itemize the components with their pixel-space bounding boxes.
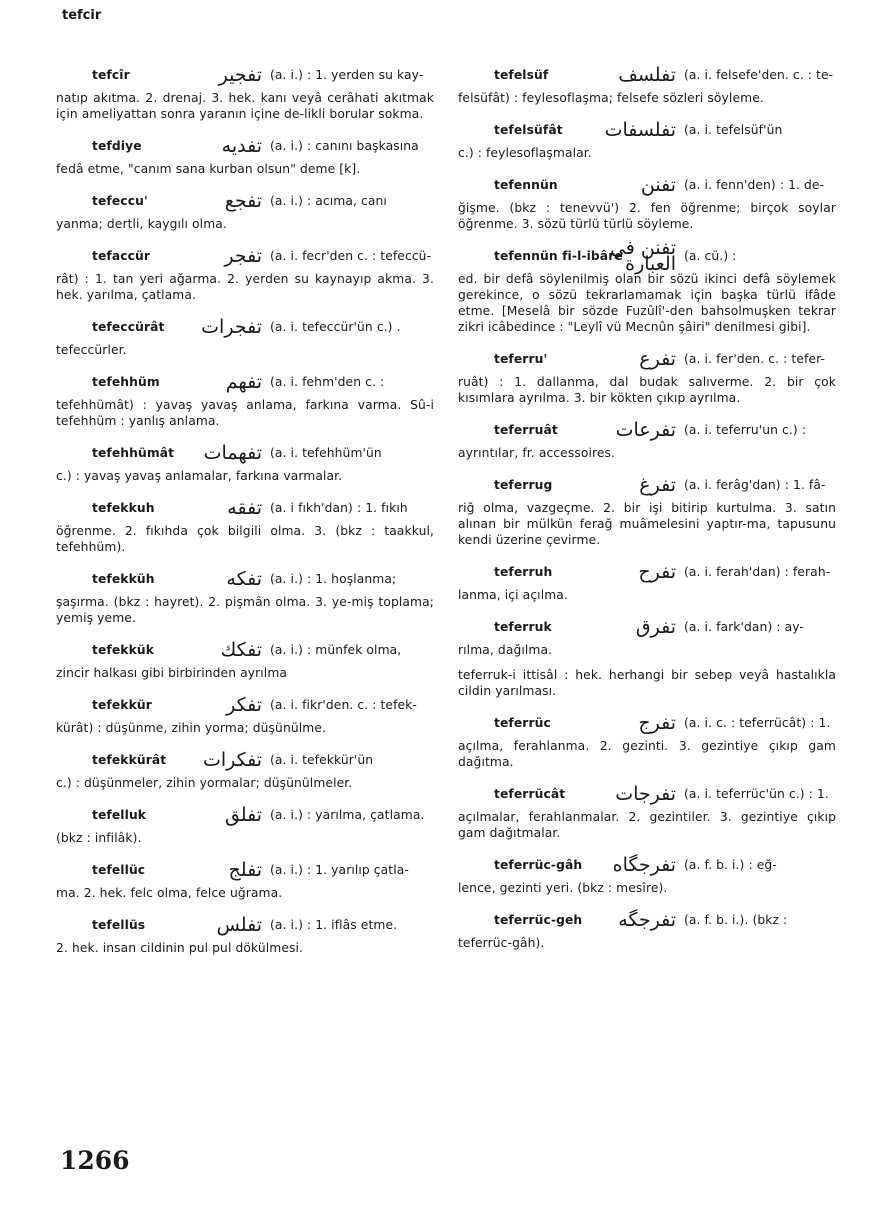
entry-arabic-script: تفكر xyxy=(226,694,262,716)
entry-definition: rât) : 1. tan yeri ağarma. 2. yerden su kaynayıp akma. 3. hek. yarılma, çatlama. xyxy=(56,272,434,302)
entry-first-line xyxy=(56,186,434,216)
entry-definition: ğişme. (bkz : tenevvü') 2. fen öğrenme; birçok soylar öğrenme. 3. sözü türlü türlü söyleme. xyxy=(458,201,836,231)
entry-definition: teferrüc-gâh). xyxy=(458,936,545,950)
entry-arabic-script: تفجير xyxy=(218,64,262,86)
entry-arabic-script: تفرجگاه xyxy=(612,854,676,876)
entry-arabic-script: تفلج xyxy=(228,859,262,881)
entry-arabic-script: تفرجات xyxy=(615,783,676,805)
entry-definition: felsüfât) : feylesoflaşma; felsefe sözleri söyleme. xyxy=(458,91,764,105)
entry-first-line xyxy=(458,115,836,145)
entry-first-line xyxy=(56,745,434,775)
entry-definition: riğ olma, vazgeçme. 2. bir işi bitirip kurtulma. 3. satın alınan bir mülkün ferağ muâmelesini yaptır-ma, tapusunu kendi üzerine çevirme. xyxy=(458,501,836,547)
entry-headword: tefekkürât xyxy=(92,753,167,767)
entry-definition: açılmalar, ferahlanmalar. 2. gezintiler. 3. gezintiye çıkıp gam dağıtmalar. xyxy=(458,810,836,840)
entry-definition: ayrıntılar, fr. accessoires. xyxy=(458,446,616,460)
entry-arabic-script: تفجر xyxy=(224,245,262,267)
entry-grammar-lead: (a. i.) : 1. yerden su kay- xyxy=(270,68,424,82)
entry-definition: ma. 2. hek. felc olma, felce uğrama. xyxy=(56,886,283,900)
entry-headword: tefelsüfât xyxy=(494,123,563,137)
entry-arabic-script: تفكرات xyxy=(202,749,262,771)
entry-headword: teferruh xyxy=(494,565,553,579)
dictionary-entry xyxy=(56,60,434,122)
entry-grammar-lead: (a. i. fer'den. c. : tefer- xyxy=(684,352,826,366)
entry-headword: teferrüc-geh xyxy=(494,913,583,927)
entry-arabic-script: تفكك xyxy=(220,639,262,661)
entry-first-line xyxy=(56,131,434,161)
entry-first-line xyxy=(56,438,434,468)
entry-definition: yanma; dertli, kaygılı olma. xyxy=(56,217,227,231)
entry-headword: teferruk xyxy=(494,620,552,634)
entry-headword: tefaccür xyxy=(92,249,151,263)
entry-definition: zincir halkası gibi birbirinden ayrılma xyxy=(56,666,288,680)
entry-headword: teferrüc-gâh xyxy=(494,858,583,872)
right-column xyxy=(458,60,836,960)
entry-first-line xyxy=(56,493,434,523)
entry-headword: tefellüs xyxy=(92,918,146,932)
dictionary-entry xyxy=(458,779,836,841)
entry-headword: tefelsüf xyxy=(494,68,549,82)
entry-arabic-script: تفرعات xyxy=(615,419,676,441)
dictionary-entry xyxy=(56,690,434,736)
entry-grammar-lead: (a. f. b. i.). (bkz : xyxy=(684,913,788,927)
entry-headword: tefelluk xyxy=(92,808,147,822)
dictionary-entry xyxy=(56,186,434,232)
entry-headword: tefcîr xyxy=(92,68,130,82)
entry-grammar-lead: (a. i. ferah'dan) : ferah- xyxy=(684,565,831,579)
entry-arabic-script: تفنن في العبارة xyxy=(609,237,676,275)
entry-first-line xyxy=(458,344,836,374)
entry-grammar-lead: (a. i.) : yarılma, çatlama. xyxy=(270,808,425,822)
entry-grammar-lead: (a. i.) : 1. hoşlanma; xyxy=(270,572,397,586)
entry-first-line xyxy=(458,708,836,738)
entry-definition: fedâ etme, "canım sana kurban olsun" deme [k]. xyxy=(56,162,361,176)
entry-first-line xyxy=(56,855,434,885)
dictionary-entry xyxy=(56,855,434,901)
entry-first-line xyxy=(56,312,434,342)
entry-grammar-lead: (a. i.) : 1. yarılıp çatla- xyxy=(270,863,409,877)
entry-first-line xyxy=(458,60,836,90)
entry-first-line xyxy=(458,905,836,935)
entry-definition: teferruk-i ittisâl : hek. herhangi bir sebep veyâ hastalıkla cildin yarılması. xyxy=(458,668,836,698)
entry-arabic-script: تفلس xyxy=(216,914,262,936)
dictionary-entry xyxy=(56,635,434,681)
dictionary-entry xyxy=(458,850,836,896)
dictionary-entry xyxy=(458,170,836,232)
entry-grammar-lead: (a. i. tefehhüm'ün xyxy=(270,446,382,460)
entry-first-line xyxy=(458,170,836,200)
entry-definition: (bkz : infilâk). xyxy=(56,831,142,845)
entry-first-line xyxy=(56,635,434,665)
entry-first-line xyxy=(56,800,434,830)
entry-arabic-script: تفرغ xyxy=(639,474,676,496)
dictionary-entry xyxy=(458,612,836,658)
entry-definition: lanma, içi açılma. xyxy=(458,588,568,602)
entry-headword: teferruât xyxy=(494,423,558,437)
entry-arabic-script: تفقه xyxy=(227,497,262,519)
entry-arabic-script: تفلسف xyxy=(618,64,676,86)
entry-grammar-lead: (a. i. ferâg'dan) : 1. fâ- xyxy=(684,478,826,492)
dictionary-entry xyxy=(56,745,434,791)
entry-headword: tefekkür xyxy=(92,698,152,712)
entry-first-line xyxy=(458,850,836,880)
dictionary-entry xyxy=(56,564,434,626)
entry-grammar-lead: (a. f. b. i.) : eğ- xyxy=(684,858,777,872)
entry-grammar-lead: (a. i.) : acıma, canı xyxy=(270,194,387,208)
entry-grammar-lead: (a. i. c. : teferrücât) : 1. xyxy=(684,716,831,730)
entry-headword: tefekkük xyxy=(92,643,154,657)
dictionary-entry xyxy=(458,344,836,406)
entry-headword: tefdiye xyxy=(92,139,142,153)
entry-arabic-script: تفجرات xyxy=(201,316,262,338)
entry-grammar-lead: (a. i fıkh'dan) : 1. fıkıh xyxy=(270,501,408,515)
entry-headword: teferru' xyxy=(494,352,548,366)
entry-arabic-script: تفرج xyxy=(638,712,676,734)
entry-definition: kürât) : düşünme, zihin yorma; düşünülme. xyxy=(56,721,327,735)
entry-grammar-lead: (a. i. tefelsüf'ün xyxy=(684,123,783,137)
entry-grammar-lead: (a. i. felsefe'den. c. : te- xyxy=(684,68,834,82)
entry-first-line xyxy=(56,60,434,90)
entry-grammar-lead: (a. i.) : münfek olma, xyxy=(270,643,402,657)
dictionary-entry xyxy=(56,312,434,358)
entry-grammar-lead: (a. i. fecr'den c. : tefeccü- xyxy=(270,249,432,263)
entry-arabic-script: تفهمات xyxy=(203,442,262,464)
entry-headword: teferrug xyxy=(494,478,553,492)
entry-headword: tefeccürât xyxy=(92,320,165,334)
dictionary-entry xyxy=(458,415,836,461)
entry-grammar-lead: (a. i. teferrüc'ün c.) : 1. xyxy=(684,787,829,801)
entry-headword: tefehhümât xyxy=(92,446,175,460)
entry-first-line xyxy=(458,415,836,445)
dictionary-entry xyxy=(458,60,836,106)
entry-grammar-lead: (a. i. tefeccür'ün c.) . xyxy=(270,320,401,334)
entry-arabic-script: تفجع xyxy=(224,190,262,212)
dictionary-entry xyxy=(56,367,434,429)
entry-headword: tefennün xyxy=(494,178,558,192)
entry-arabic-script: تفكه xyxy=(226,568,262,590)
entry-grammar-lead: (a. i. fenn'den) : 1. de- xyxy=(684,178,825,192)
entry-grammar-lead: (a. i. tefekkür'ün xyxy=(270,753,374,767)
dictionary-entry xyxy=(458,557,836,603)
entry-definition: rılma, dağılma. xyxy=(458,643,553,657)
entry-arabic-script: تفلسفات xyxy=(604,119,676,141)
entry-definition: tefehhümât) : yavaş yavaş anlama, farkına varma. Sû-i tefehhüm : yanlış anlama. xyxy=(56,398,434,428)
entry-headword: tefehhüm xyxy=(92,375,160,389)
entry-definition: ruât) : 1. dallanma, dal budak salıverme. 2. bir çok kısımlara ayrılma. 3. bir kökten çıkıp ayrılma. xyxy=(458,375,836,405)
entry-definition: ed. bir defâ söylenilmiş olan bir sözü ikinci defâ söylemek gerekince, o sözü tekrarlamamak için başka türlü ifâde etme. [Meselâ bir sözde Fuzûlî'-den bahsolmuşken tekrar zikri icâbedince : "Leylî vü Mecnûn şâiri" denilmesi gibi]. xyxy=(458,272,836,334)
dictionary-entry xyxy=(56,800,434,846)
entry-grammar-lead: (a. cü.) : xyxy=(684,249,737,263)
entry-definition: c.) : yavaş yavaş anlamalar, farkına varmalar. xyxy=(56,469,343,483)
entry-first-line xyxy=(56,910,434,940)
entry-definition: tefeccürler. xyxy=(56,343,127,357)
entry-headword: teferrücât xyxy=(494,787,566,801)
entry-definition: c.) : feylesoflaşmalar. xyxy=(458,146,592,160)
entry-first-line xyxy=(458,557,836,587)
entry-headword: tefekküh xyxy=(92,572,155,586)
entry-headword: teferrüc xyxy=(494,716,551,730)
dictionary-entry xyxy=(458,115,836,161)
entry-headword: tefeccu' xyxy=(92,194,148,208)
dictionary-entry xyxy=(458,905,836,951)
entry-grammar-lead: (a. i. fikr'den. c. : tefek- xyxy=(270,698,417,712)
entry-first-line xyxy=(56,367,434,397)
dictionary-entry xyxy=(56,910,434,956)
entry-headword: tefennün fi-l-ibâre xyxy=(494,249,623,263)
entry-arabic-script: تفنن xyxy=(640,174,676,196)
dictionary-entry xyxy=(56,438,434,484)
left-column xyxy=(56,60,434,965)
dictionary-entry xyxy=(458,470,836,548)
entry-definition: şaşırma. (bkz : hayret). 2. pişmân olma. 3. ye-miş toplama; yemiş yeme. xyxy=(56,595,434,625)
entry-grammar-lead: (a. i. fehm'den c. : xyxy=(270,375,385,389)
entry-definition: natıp akıtma. 2. drenaj. 3. hek. kanı veyâ cerâhati akıtmak için ameliyattan sonra yaranın içine de-likli borular sokma. xyxy=(56,91,434,121)
entry-arabic-script: تفرق xyxy=(635,616,676,638)
entry-first-line xyxy=(458,779,836,809)
entry-grammar-lead: (a. i. fark'dan) : ay- xyxy=(684,620,804,634)
entry-definition: c.) : düşünmeler, zihin yormalar; düşünülmeler. xyxy=(56,776,353,790)
dictionary-entry xyxy=(56,131,434,177)
entry-definition: 2. hek. insan cildinin pul pul dökülmesi. xyxy=(56,941,304,955)
dictionary-entry xyxy=(458,237,836,335)
entry-first-line xyxy=(56,241,434,271)
entry-first-line xyxy=(458,470,836,500)
entry-arabic-script: تفديه xyxy=(221,135,262,157)
entry-definition: lence, gezinti yeri. (bkz : mesîre). xyxy=(458,881,668,895)
entry-first-line xyxy=(458,237,836,275)
entry-grammar-lead: (a. i.) : 1. iflâs etme. xyxy=(270,918,398,932)
entry-arabic-script: تفهم xyxy=(225,371,262,393)
entry-arabic-script: تفلق xyxy=(224,804,262,826)
running-head: tefcir xyxy=(62,8,102,23)
entry-arabic-script: تفرع xyxy=(639,348,676,370)
entry-first-line xyxy=(458,612,836,642)
dictionary-entry xyxy=(56,241,434,303)
entry-first-line xyxy=(56,564,434,594)
entry-grammar-lead: (a. i. teferru'un c.) : xyxy=(684,423,807,437)
dictionary-entry xyxy=(458,708,836,770)
dictionary-entry xyxy=(56,493,434,555)
entry-headword: tefellüc xyxy=(92,863,146,877)
entry-definition: öğrenme. 2. fıkıhda çok bilgili olma. 3. (bkz : taakkul, tefehhüm). xyxy=(56,524,434,554)
entry-headword: tefekkuh xyxy=(92,501,155,515)
entry-arabic-script: تفرح xyxy=(638,561,676,583)
dictionary-entry xyxy=(458,667,836,699)
entry-definition: açılma, ferahlanma. 2. gezinti. 3. gezintiye çıkıp gam dağıtma. xyxy=(458,739,836,769)
entry-grammar-lead: (a. i.) : canını başkasına xyxy=(270,139,419,153)
entry-arabic-script: تفرجگه xyxy=(618,909,676,931)
entry-first-line xyxy=(56,690,434,720)
page-number: 1266 xyxy=(60,1146,130,1175)
